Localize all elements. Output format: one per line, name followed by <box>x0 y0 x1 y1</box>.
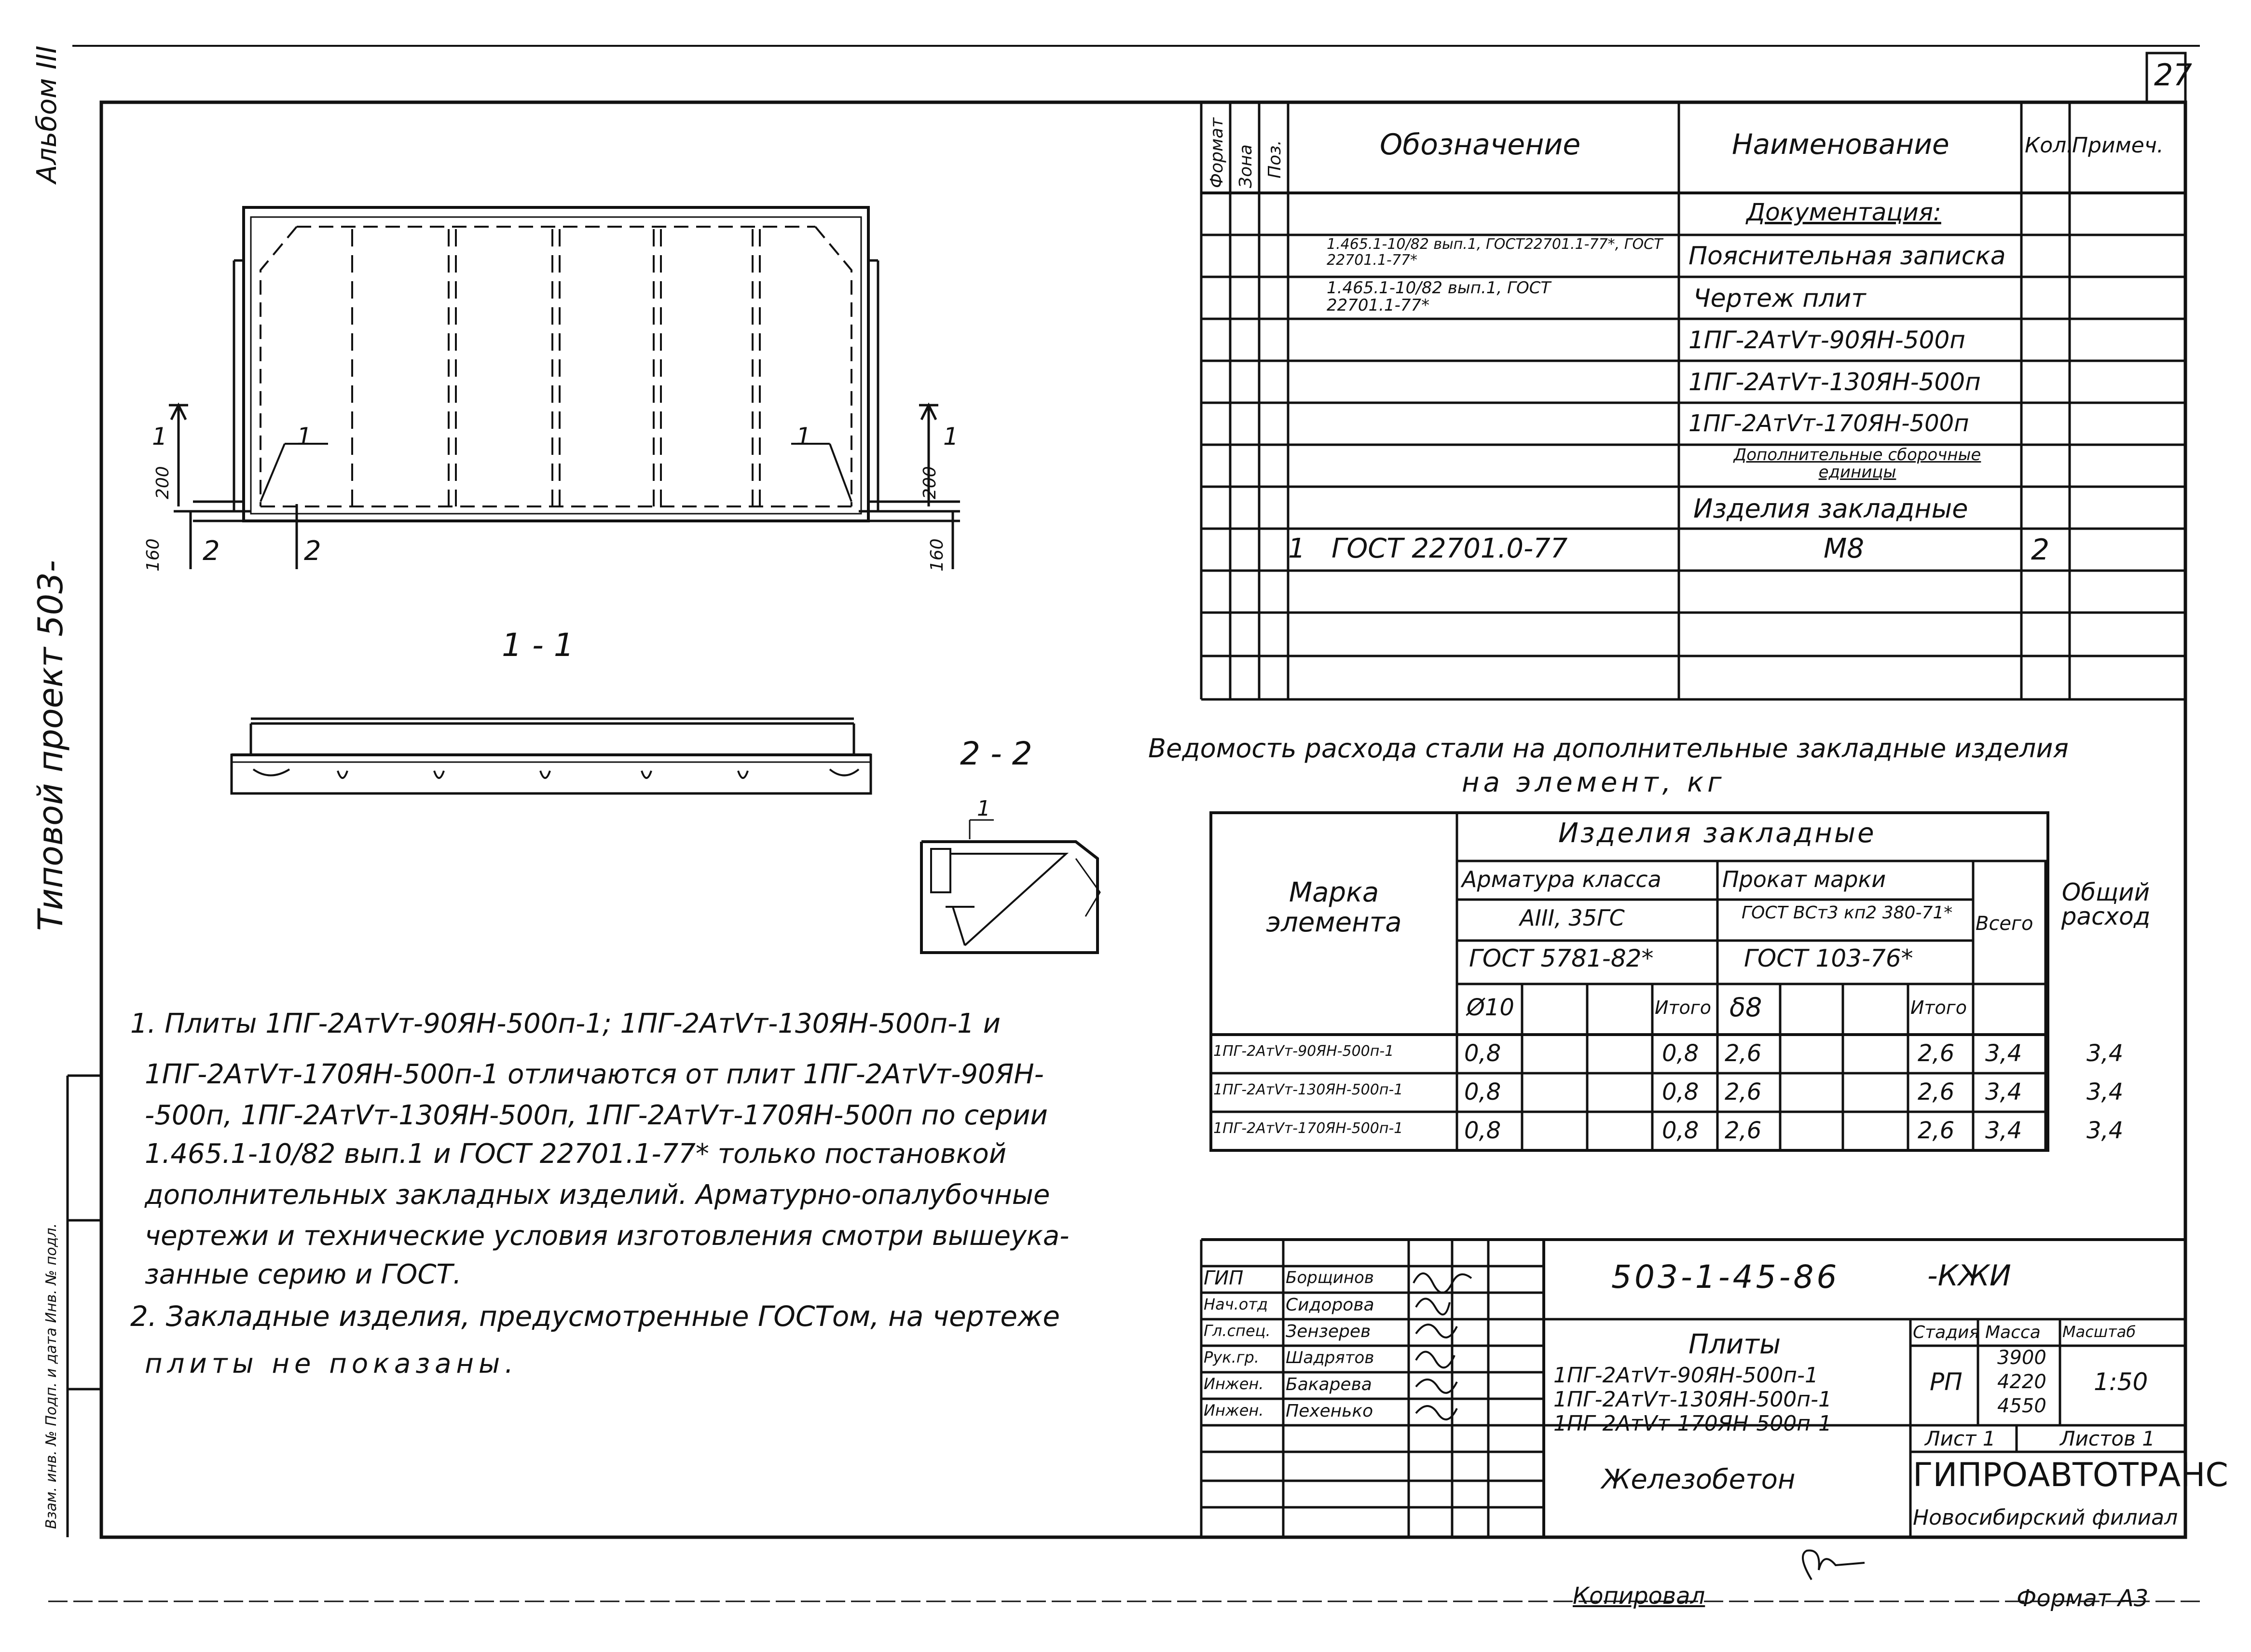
tb-stage-header: Стадия <box>1913 1323 1980 1342</box>
steel-header-general: Общий расход <box>2061 878 2151 930</box>
tb-item: 1ПГ-2АтVт-130ЯН-500п-1 <box>1553 1387 1832 1412</box>
steel-row-rebar-total: 0,8 <box>1662 1040 1699 1067</box>
side-album: Альбом III <box>31 45 63 183</box>
note-line: -500п, 1ПГ-2АтVт-130ЯН-500п, 1ПГ-2АтVт-170ЯН-500п по серии <box>145 1100 1048 1131</box>
side-stamp: Взам. инв. № Подп. и дата Инв. № подл. <box>43 1223 60 1529</box>
steel-header-rebar-class: АIII, 35ГС <box>1520 905 1625 931</box>
steel-title-line2: на элемент, кг <box>1462 767 1726 798</box>
spec-row-name: 1ПГ-2АтVт-130ЯН-500п <box>1688 368 1981 396</box>
tb-item: 1ПГ-2АтVт-170ЯН-500п-1 <box>1553 1411 1832 1436</box>
tb-name: Сидорова <box>1286 1295 1374 1315</box>
note-line: занные серию и ГОСТ. <box>145 1259 462 1290</box>
note-line: плиты не показаны. <box>145 1348 519 1379</box>
note-line: дополнительных закладных изделий. Арматурно-опалубочные <box>145 1179 1050 1211</box>
tb-sheets: Листов 1 <box>2060 1427 2155 1450</box>
spec-row-name: 1ПГ-2АтVт-170ЯН-500п <box>1688 410 1969 437</box>
spec-header-qty: Кол. <box>2025 133 2073 158</box>
section-22-title: 2 - 2 <box>960 735 1032 772</box>
steel-header-d10: Ø10 <box>1467 994 1514 1021</box>
tb-stage: РП <box>1930 1368 1963 1396</box>
steel-header-rolled-gost: ГОСТ 103-76* <box>1744 944 1913 972</box>
note-line: 1. Плиты 1ПГ-2АтVт-90ЯН-500п-1; 1ПГ-2АтVт-130ЯН-500п-1 и <box>130 1008 1001 1039</box>
steel-row-rebar-total: 0,8 <box>1662 1079 1699 1106</box>
tb-name: Шадрятов <box>1286 1348 1374 1367</box>
tb-item: 1ПГ-2АтVт-90ЯН-500п-1 <box>1553 1363 1818 1388</box>
callout-label: 1 <box>977 796 990 821</box>
callout-label: 1 <box>796 423 811 451</box>
steel-header-rolled: Прокат марки <box>1722 866 1886 892</box>
steel-header-total: Всего <box>1976 913 2033 935</box>
steel-row-general: 3,4 <box>2086 1079 2124 1106</box>
steel-header-mark: Марка элемента <box>1266 877 1402 938</box>
spec-row-pos: 1 <box>1288 533 1305 564</box>
tb-code-suffix: -КЖИ <box>1927 1259 2011 1293</box>
tb-material: Железобетон <box>1602 1464 1796 1495</box>
tb-org: ГИПРОАВТОТРАНС <box>1913 1456 2228 1494</box>
spec-row-name: Пояснительная записка <box>1688 242 2006 271</box>
spec-header-note: Примеч. <box>2072 133 2164 158</box>
tb-role: Нач.отд <box>1204 1295 1268 1313</box>
steel-header-itogo: Итого <box>1655 997 1712 1018</box>
steel-header-embedded: Изделия закладные <box>1558 818 1876 849</box>
tb-sheet: Лист 1 <box>1925 1427 1996 1450</box>
spec-row-qty: 2 <box>2031 533 2050 567</box>
tb-role: Инжен. <box>1204 1401 1264 1420</box>
spec-header-designation: Обозначение <box>1380 128 1581 162</box>
section-marker-label: 1 <box>943 423 959 451</box>
tb-scale-header: Масштаб <box>2062 1323 2136 1341</box>
section-marker-label: 2 <box>203 535 220 567</box>
dimension-label: 200 <box>153 466 173 499</box>
spec-header-pos: Поз. <box>1265 140 1285 178</box>
tb-title: Плиты <box>1688 1329 1781 1360</box>
steel-row-mark: 1ПГ-2АтVт-170ЯН-500п-1 <box>1213 1120 1403 1137</box>
tb-role: ГИП <box>1204 1267 1244 1289</box>
steel-title-line1: Ведомость расхода стали на дополнительные закладные изделия <box>1148 733 2069 764</box>
section-marker-label: 2 <box>304 535 321 567</box>
spec-row-name: Дополнительные сборочные единицы <box>1733 445 1981 482</box>
tb-name: Пехенько <box>1286 1401 1373 1421</box>
steel-row-rebar: 0,8 <box>1464 1079 1501 1106</box>
tb-role: Рук.гр. <box>1204 1348 1260 1366</box>
spec-row-name: Чертеж плит <box>1693 284 1866 313</box>
steel-row-all: 3,4 <box>1985 1040 2022 1067</box>
tb-branch: Новосибирский филиал <box>1913 1505 2178 1530</box>
steel-row-rolled-total: 2,6 <box>1918 1040 1955 1067</box>
callout-label: 1 <box>297 423 312 451</box>
steel-row-mark: 1ПГ-2АтVт-90ЯН-500п-1 <box>1213 1043 1394 1060</box>
tb-scale: 1:50 <box>2094 1368 2148 1396</box>
steel-row-general: 3,4 <box>2086 1117 2124 1144</box>
section-11-title: 1 - 1 <box>502 627 574 664</box>
tb-role: Инжен. <box>1204 1375 1264 1393</box>
spec-row-name: Документация: <box>1746 198 1941 226</box>
steel-header-rebar-gost: ГОСТ 5781-82* <box>1469 944 1654 972</box>
spec-header-name: Наименование <box>1732 128 1949 161</box>
dimension-label: 160 <box>927 538 947 572</box>
steel-row-rolled-total: 2,6 <box>1918 1079 1955 1106</box>
steel-row-rolled: 2,6 <box>1725 1117 1762 1144</box>
tb-name: Борщинов <box>1286 1268 1374 1287</box>
dimension-label: 160 <box>143 538 163 572</box>
note-line: 2. Закладные изделия, предусмотренные ГОСТом, на чертеже <box>130 1300 1060 1333</box>
footer-format: Формат А3 <box>2017 1585 2149 1612</box>
side-project-label: Типовой проект 503- <box>31 560 70 931</box>
tb-mass: 4550 <box>1997 1395 2046 1417</box>
tb-mass: 3900 <box>1997 1347 2046 1369</box>
tb-code: 503-1-45-86 <box>1611 1258 1840 1296</box>
page-number: 27 <box>2154 57 2192 93</box>
steel-row-rolled-total: 2,6 <box>1918 1117 1955 1144</box>
dimension-label: 200 <box>920 466 940 499</box>
steel-row-general: 3,4 <box>2086 1040 2124 1067</box>
steel-row-rebar: 0,8 <box>1464 1040 1501 1067</box>
note-line: 1.465.1-10/82 вып.1 и ГОСТ 22701.1-77* только постановкой <box>145 1138 1007 1170</box>
steel-row-all: 3,4 <box>1985 1079 2022 1106</box>
section-marker-label: 1 <box>152 423 167 451</box>
spec-header-format: Формат <box>1207 117 1227 188</box>
steel-row-all: 3,4 <box>1985 1117 2022 1144</box>
note-line: 1ПГ-2АтVт-170ЯН-500п-1 отличаются от плит 1ПГ-2АтVт-90ЯН- <box>145 1059 1044 1090</box>
spec-row-name: Изделия закладные <box>1693 493 1968 524</box>
steel-row-rolled: 2,6 <box>1725 1079 1762 1106</box>
steel-row-rebar: 0,8 <box>1464 1117 1501 1144</box>
note-line: чертежи и технические условия изготовления смотри вышеука- <box>145 1220 1070 1252</box>
tb-role: Гл.спец. <box>1204 1322 1271 1340</box>
steel-header-itogo2: Итого <box>1910 997 1967 1018</box>
tb-name: Зензерев <box>1286 1322 1371 1341</box>
spec-row-designation: ГОСТ 22701.0-77 <box>1331 533 1568 564</box>
tb-mass-header: Масса <box>1985 1323 2041 1342</box>
steel-row-mark: 1ПГ-2АтVт-130ЯН-500п-1 <box>1213 1081 1403 1098</box>
spec-row-name: М8 <box>1824 533 1864 564</box>
spec-row-name: 1ПГ-2АтVт-90ЯН-500п <box>1688 326 1965 354</box>
tb-name: Бакарева <box>1286 1375 1372 1394</box>
spec-row-designation: 1.465.1-10/82 вып.1, ГОСТ22701.1-77*, ГОСТ 22701.1-77* <box>1327 236 1663 269</box>
spec-header-zone: Зона <box>1236 144 1256 188</box>
tb-mass: 4220 <box>1997 1371 2046 1393</box>
steel-header-rolled-grade: ГОСТ ВСт3 кп2 380-71* <box>1742 903 1953 923</box>
spec-row-designation: 1.465.1-10/82 вып.1, ГОСТ 22701.1-77* <box>1327 278 1551 315</box>
steel-header-d8: δ8 <box>1729 992 1762 1023</box>
footer-copied: Копировал <box>1573 1583 1705 1610</box>
steel-header-rebar: Арматура класса <box>1462 866 1661 892</box>
steel-row-rolled: 2,6 <box>1725 1040 1762 1067</box>
steel-row-rebar-total: 0,8 <box>1662 1117 1699 1144</box>
